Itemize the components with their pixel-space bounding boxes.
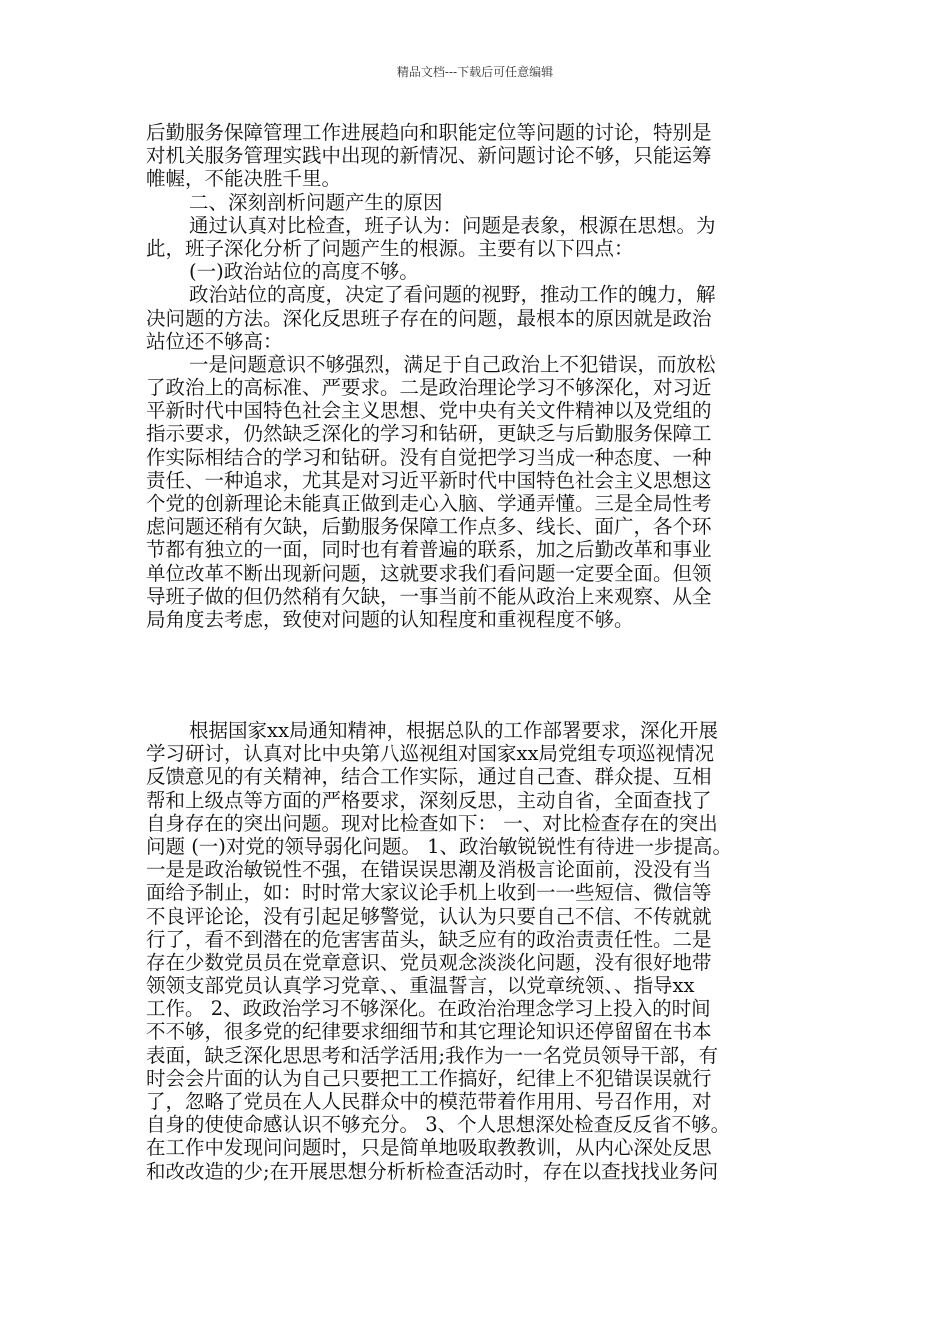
text-line: 了政治上的高标准、严要求。二是政治理论学习不够深化，对习近 — [146, 376, 712, 400]
text-line: 决问题的方法。深化反思班子存在的问题，最根本的原因就是政治 — [146, 306, 712, 330]
text-line: 个党的创新理论未能真正做到走心入脑、学通弄懂。三是全局性考 — [146, 492, 712, 515]
document-section-problem-analysis — [146, 121, 808, 631]
text-line: 自身的使使命感认识不够充分。 3、个人思想深处检查反反省不够。 — [146, 1113, 731, 1137]
text-line: 节都有独立的一面，同时也有着普遍的联系，加之后勤改革和事业 — [146, 538, 712, 562]
text-line: 了，忽略了党员在人人民群众中的模范带着作用用、号召作用，对 — [146, 1090, 712, 1113]
text-line: 一是是政治敏锐性不强，在错误误思潮及消极言论面前，没没有当 — [146, 858, 712, 882]
text-line: 在工作中发现问问题时，只是简单地吸取教教训，从内心深处反思 — [146, 1136, 712, 1160]
page-header: 精品文档---下载后可任意编辑 — [396, 65, 554, 79]
text-line: 自身存在的突出问题。现对比检查如下： 一、对比检查存在的突出 — [146, 811, 718, 835]
text-line: 帮和上级点等方面的严格要求，深刻反思，主动自省，全面查找了 — [146, 788, 712, 812]
text-line: 指示要求，仍然缺乏深化的学习和钻研，更缺乏与后勤服务保障工 — [146, 422, 712, 446]
text-line: 根据国家xx局通知精神，根据总队的工作部署要求，深化开展 — [189, 719, 718, 742]
text-line: 此，班子深化分析了问题产生的根源。主要有以下四点： — [146, 236, 634, 260]
document-section-self-inspection — [146, 719, 808, 1183]
text-line: 学习研讨，认真对比中央第八巡视组对国家xx局党组专项巡视情况 — [146, 742, 714, 766]
text-line: 后勤服务保障管理工作进展趋向和职能定位等问题的讨论，特别是 — [146, 121, 712, 144]
text-line: 问题 (一)对党的领导弱化问题。 1、政治敏锐锐性有待进一步提高。 — [146, 834, 733, 858]
text-line: 一是问题意识不够强烈，满足于自己政治上不犯错误，而放松 — [189, 352, 716, 376]
text-line: 工作。 2、政政治学习不够深化。在政治治理念学习上投入的时间 — [146, 997, 711, 1021]
text-line: 帷幄，不能决胜千里。 — [146, 167, 342, 191]
text-line: 表面，缺乏深化思思考和活学活用;我作为一一名党员领导干部，有 — [146, 1043, 719, 1067]
text-line: 责任、一种追求，尤其是对习近平新时代中国特色社会主义思想这 — [146, 468, 712, 492]
text-line: 对机关服务管理实践中出现的新情况、新问题讨论不够，只能运筹 — [146, 144, 712, 168]
text-line: 面给予制止，如：时时常大家议论手机上收到一一些短信、微信等 — [146, 881, 712, 905]
text-line: 作实际相结合的学习和钻研。没有自觉把学习当成一种态度、一种 — [146, 445, 712, 469]
text-line: 导班子做的但仍然稍有欠缺，一事当前不能从政治上来观察、从全 — [146, 584, 712, 608]
text-line: 单位改革不断出现新问题，这就要求我们看问题一定要全面。但领 — [146, 561, 712, 585]
text-line: 不不够，很多党的纪律要求细细节和其它理论知识还停留留在书本 — [146, 1020, 712, 1044]
text-line: 不良评论论，没有引起足够警觉，认认为只要自己不信、不传就就 — [146, 904, 712, 928]
text-line: 时会会片面的认为自己只要把工工作搞好，纪律上不犯错误误就行 — [146, 1066, 712, 1090]
text-line: 政治站位的高度，决定了看问题的视野，推动工作的魄力，解 — [189, 283, 716, 307]
text-line: 二、深刻剖析问题产生的原因 — [189, 190, 443, 214]
text-line: 反馈意见的有关精神，结合工作实际，通过自己查、群众提、互相 — [146, 765, 712, 789]
text-line: 通过认真对比检查，班子认为：问题是表象，根源在思想。为 — [189, 213, 716, 237]
text-line: 存在少数党员员在党章意识、党员观念淡淡化问题，没有很好地带 — [146, 950, 712, 974]
text-line: 站位还不够高： — [146, 329, 283, 353]
text-line: 领领支部党员认真学习党章、、重温誓言，以党章统领、、指导xx — [146, 974, 695, 998]
text-line: 行了，看不到潜在的危害害苗头，缺乏应有的政治责责任性。二是 — [146, 927, 712, 951]
text-line: 局角度去考虑，致使对问题的认知程度和重视程度不够。 — [146, 607, 634, 631]
text-line: 虑问题还稍有欠缺，后勤服务保障工作点多、线长、面广，各个环 — [146, 515, 712, 539]
text-line: 和改改造的少;在开展思想分析析检查活动时，存在以查找找业务问 — [146, 1159, 719, 1183]
text-line: 平新时代中国特色社会主义思想、党中央有关文件精神以及党组的 — [146, 399, 712, 423]
text-line: (一)政治站位的高度不够。 — [189, 260, 419, 284]
